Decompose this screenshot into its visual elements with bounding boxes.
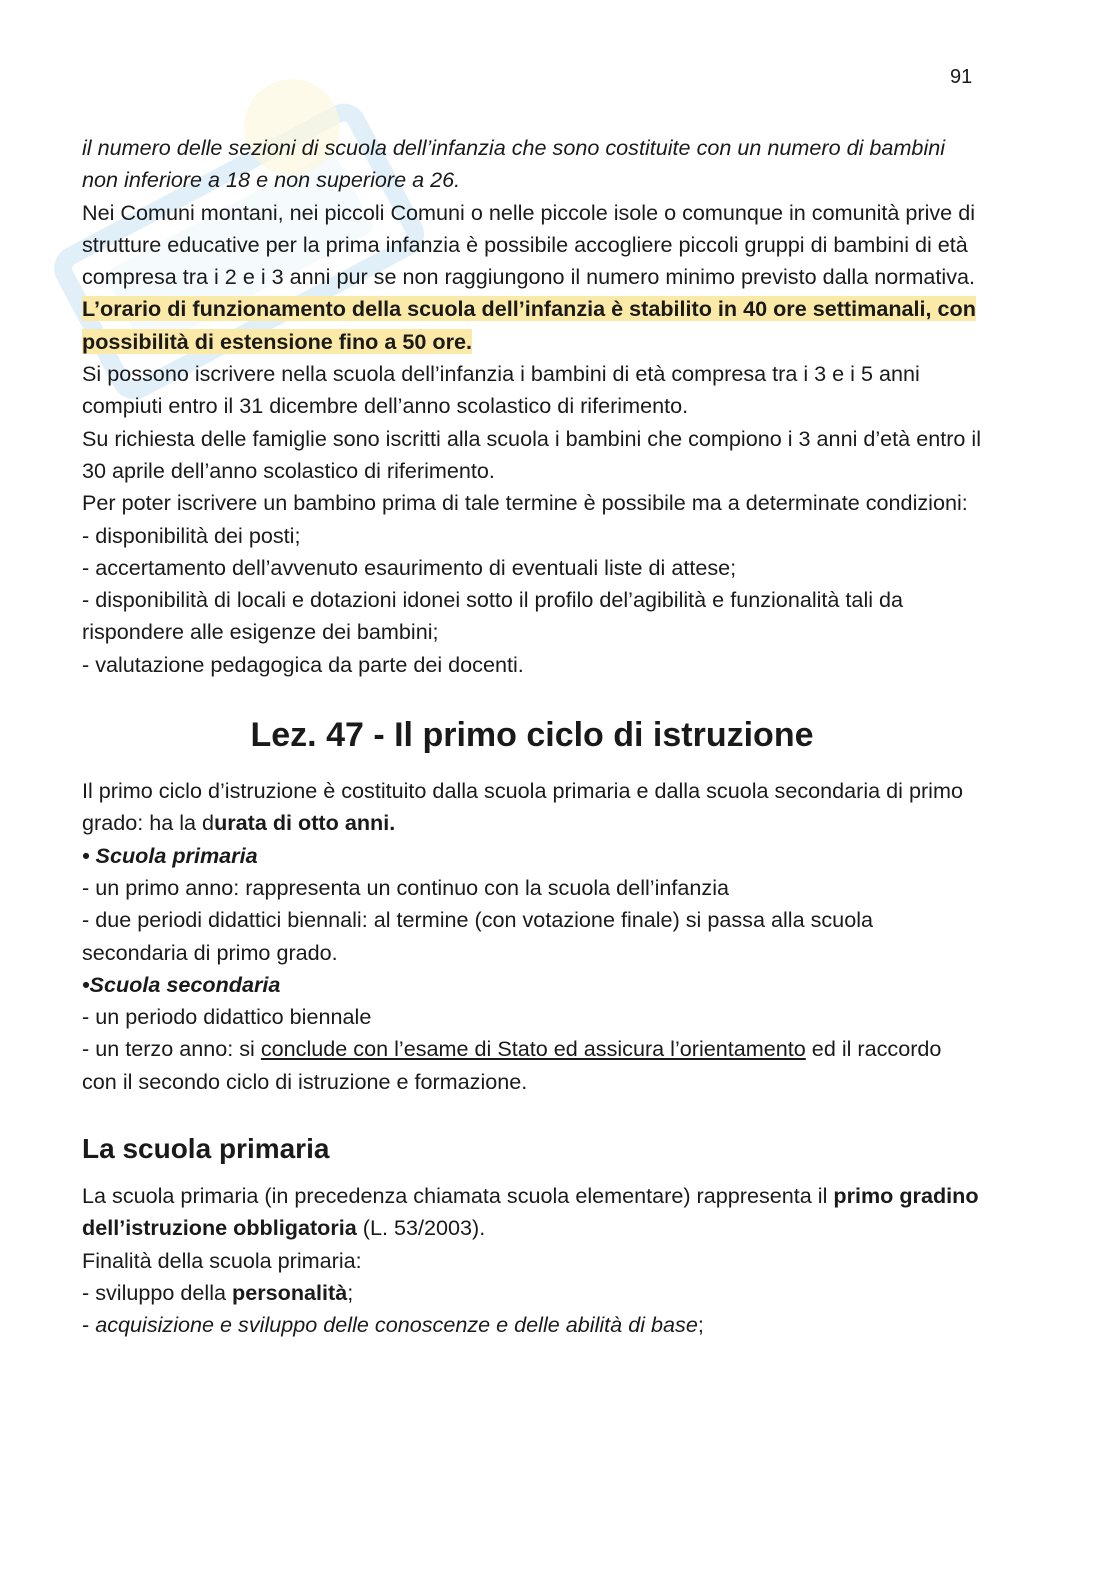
- finalita-item-italic: acquisizione e sviluppo delle conoscenze e delle abilità di base: [95, 1312, 698, 1338]
- page-number: 91: [950, 66, 973, 88]
- montani-paragraph: Nei Comuni montani, nei piccoli Comuni o nelle piccole isole o comunque in comunità prive di strutture educative per la prima infanzia è possibile accogliere piccoli gruppi di bambini di età compresa tra i 2 e i 3 anni pur se non raggiungono il numero minimo previsto dalla normativa.: [82, 199, 976, 290]
- finalita-item-end: ;: [697, 1312, 704, 1338]
- primaria-heading: [82, 840, 982, 872]
- primaria-desc-bold: primo gradino dell’istruzione obbligatoria: [82, 1183, 979, 1241]
- secondaria-item-text: - un terzo anno: si: [82, 1036, 261, 1062]
- intro-italic-paragraph: il numero delle sezioni di scuola dell’infanzia che sono costituite con un numero di bambini non inferiore a 18 e non superiore a 26.: [82, 135, 946, 193]
- condition-item: - disponibilità di locali e dotazioni idonei sotto il profilo del’agibilità e funzionalità tali da rispondere alle esigenze dei bambini;: [82, 587, 904, 645]
- primaria-desc-text: La scuola primaria (in precedenza chiamata scuola elementare) rappresenta il: [82, 1183, 834, 1209]
- finalita-item: [82, 1277, 982, 1309]
- condizioni-paragraph: Per poter iscrivere un bambino prima di tale termine è possibile ma a determinate condizioni:: [82, 490, 968, 516]
- orario-highlight: [82, 293, 982, 358]
- finalita-item-text: - sviluppo della: [82, 1279, 233, 1305]
- primaria-item: - due periodi didattici biennali: al termine (con votazione finale) si passa alla scuola secondaria di primo grado.: [82, 907, 874, 965]
- primaria-item: - un primo anno: rappresenta un continuo con la scuola dell’infanzia: [82, 874, 730, 900]
- iscrivere-paragraph: Si possono iscrivere nella scuola dell’infanzia i bambini di età compresa tra i 3 e i 5 anni compiuti entro il 31 dicembre dell’anno scolastico di riferimento.: [82, 361, 920, 419]
- condition-item: - accertamento dell’avvenuto esaurimento di eventuali liste di attese;: [82, 554, 737, 580]
- finalita-label: Finalità della scuola primaria:: [82, 1247, 362, 1273]
- condition-item: - valutazione pedagogica da parte dei docenti.: [82, 651, 524, 677]
- finalita-item: [82, 1309, 982, 1341]
- ciclo-intro-paragraph: [82, 775, 982, 840]
- richiesta-paragraph: Su richiesta delle famiglie sono iscritti alla scuola i bambini che compiono i 3 anni d’età entro il 30 aprile dell’anno scolastico di riferimento.: [82, 425, 982, 483]
- secondaria-heading-text: •Scuola secondaria: [82, 971, 281, 997]
- secondaria-heading: [82, 969, 982, 1001]
- lesson-title: Lez. 47 - Il primo ciclo di istruzione: [250, 716, 814, 755]
- secondaria-item-underlined: conclude con l’esame di Stato ed assicura l’orientamento: [260, 1036, 806, 1062]
- condition-item: - disponibilità dei posti;: [82, 522, 301, 548]
- primaria-desc-end: (L. 53/2003).: [356, 1215, 486, 1241]
- page-content: [82, 132, 982, 1342]
- finalita-item-end: ;: [347, 1279, 354, 1305]
- ciclo-intro-bold: urata di otto anni.: [214, 810, 396, 836]
- highlighted-text: L’orario di funzionamento della scuola dell’infanzia è stabilito in 40 ore settimanali, con possibilità di estensione fino a 50 ore.: [82, 296, 976, 354]
- secondaria-item-text-end: ed il raccordo con il secondo ciclo di istruzione e formazione.: [82, 1036, 942, 1094]
- secondaria-item: [82, 1033, 982, 1098]
- primaria-desc-paragraph: [82, 1180, 982, 1245]
- primaria-heading-text: • Scuola primaria: [82, 842, 258, 868]
- secondaria-item: - un periodo didattico biennale: [82, 1004, 372, 1030]
- finalita-item-text: -: [82, 1312, 96, 1338]
- finalita-item-bold: personalità: [232, 1279, 348, 1305]
- ciclo-intro-text: Il primo ciclo d’istruzione è costituito dalla scuola primaria e dalla scuola secondaria di primo grado: ha la d: [82, 778, 963, 836]
- section-title: La scuola primaria: [82, 1133, 330, 1165]
